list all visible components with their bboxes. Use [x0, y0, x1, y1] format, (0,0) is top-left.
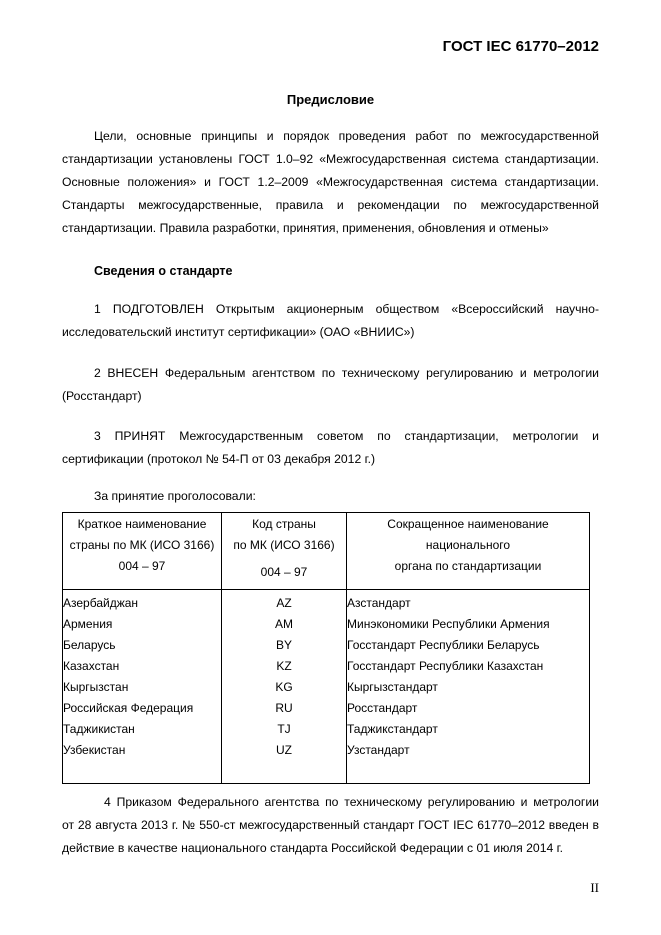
body-cell: Росстандарт	[347, 698, 590, 719]
table-row	[63, 677, 590, 698]
text-line: 1 ПОДГОТОВЛЕН Открытым акционерным обществом «Всероссийский научно-	[94, 302, 599, 316]
votes-table	[62, 512, 590, 784]
code-cell: BY	[222, 635, 347, 656]
table-row	[63, 719, 590, 740]
code-cell: UZ	[222, 740, 347, 761]
text-line: Стандарты межгосударственные, правила и рекомендации по межгосударственной	[62, 198, 599, 212]
text-line: стандартизации установлены ГОСТ 1.0–92 «Межгосударственная система стандартизации.	[62, 152, 599, 166]
table-row	[63, 698, 590, 719]
header-code: Код страны по МК (ИСО 3166) 004 – 97	[222, 513, 347, 590]
text-line: Цели, основные принципы и порядок проведения работ по межгосударственной	[94, 129, 599, 143]
intro-paragraph	[62, 125, 599, 240]
text-line: от 28 августа 2013 г. № 550-ст межгосударственный стандарт ГОСТ IEC 61770–2012 введен в	[62, 818, 599, 832]
info-heading: Сведения о стандарте	[94, 264, 233, 278]
code-cell: AM	[222, 614, 347, 635]
body-cell: Узстандарт	[347, 740, 590, 761]
country-cell: Армения	[63, 614, 222, 635]
item-4-paragraph	[62, 791, 599, 860]
text-line: (Росстандарт)	[62, 389, 142, 403]
code-cell: KZ	[222, 656, 347, 677]
item-3-paragraph	[62, 425, 599, 471]
country-cell: Узбекистан	[63, 740, 222, 761]
body-cell: Минэкономики Республики Армения	[347, 614, 590, 635]
table-spacer-row	[63, 761, 590, 784]
code-cell: RU	[222, 698, 347, 719]
text-line: действие в качестве национального стандарта Российской Федерации с 01 июля 2014 г.	[62, 841, 563, 855]
text-line: сертификации (протокол № 54-П от 03 декабря 2012 г.)	[62, 452, 376, 466]
country-cell: Беларусь	[63, 635, 222, 656]
header-body: Сокращенное наименование национального органа по стандартизации	[347, 513, 590, 590]
body-cell: Азстандарт	[347, 590, 590, 615]
item-1-paragraph	[62, 298, 599, 344]
country-cell: Российская Федерация	[63, 698, 222, 719]
country-cell: Кыргызстан	[63, 677, 222, 698]
document-code: ГОСТ IEC 61770–2012	[442, 38, 599, 55]
body-cell: Таджикстандарт	[347, 719, 590, 740]
text-line: 2 ВНЕСЕН Федеральным агентством по техническому регулированию и метрологии	[94, 366, 599, 380]
code-cell: TJ	[222, 719, 347, 740]
body-cell: Госстандарт Республики Беларусь	[347, 635, 590, 656]
page-number: II	[590, 880, 599, 895]
country-cell: Таджикистан	[63, 719, 222, 740]
text-line: Основные положения» и ГОСТ 1.2–2009 «Межгосударственная система стандартизации.	[62, 175, 599, 189]
votes-label: За принятие проголосовали:	[94, 489, 256, 503]
table-row	[63, 656, 590, 677]
item-2-paragraph	[62, 362, 599, 408]
table-row	[63, 590, 590, 615]
code-cell: AZ	[222, 590, 347, 615]
text-line: 4 Приказом Федерального агентства по техническому регулированию и метрологии	[104, 795, 599, 809]
text-line: стандартизации. Правила разработки, принятия, применения, обновления и отмены»	[62, 221, 549, 235]
table-row	[63, 614, 590, 635]
table-header-row	[63, 513, 590, 590]
header-country: Краткое наименование страны по МК (ИСО 3166) 004 – 97	[63, 513, 222, 590]
text-line: исследовательский институт сертификации» (ОАО «ВНИИС»)	[62, 325, 415, 339]
country-cell: Азербайджан	[63, 590, 222, 615]
table-row	[63, 635, 590, 656]
body-cell: Кыргызстандарт	[347, 677, 590, 698]
table-row	[63, 740, 590, 761]
code-cell: KG	[222, 677, 347, 698]
body-cell: Госстандарт Республики Казахстан	[347, 656, 590, 677]
section-title: Предисловие	[286, 92, 375, 107]
country-cell: Казахстан	[63, 656, 222, 677]
text-line: 3 ПРИНЯТ Межгосударственным советом по стандартизации, метрологии и	[94, 429, 599, 443]
